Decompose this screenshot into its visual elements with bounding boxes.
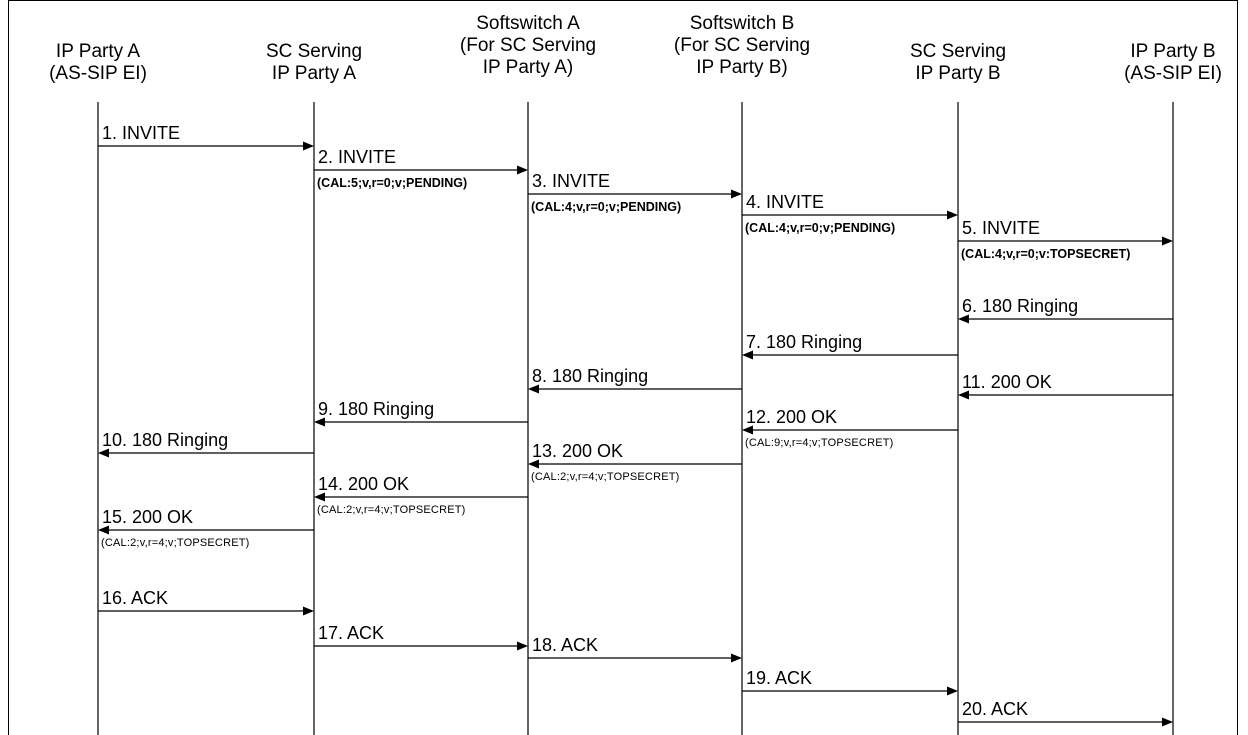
participant-label-line: IP Party B	[1130, 41, 1216, 62]
message-label: 14. 200 OK	[318, 474, 410, 494]
participant-swA	[418, 13, 638, 79]
message-label: 18. ACK	[532, 635, 599, 655]
arrowhead	[731, 190, 742, 199]
message-label: 19. ACK	[746, 668, 813, 688]
participant-swB	[632, 13, 852, 79]
message-parameters: (CAL:2;v,r=4;v;TOPSECRET)	[101, 537, 250, 549]
message-label: 1. INVITE	[102, 123, 181, 143]
participant-label-line: Softswitch B	[689, 13, 795, 34]
participant-label-line: (AS-SIP EI)	[1124, 63, 1222, 84]
participant-label-line: IP Party A	[271, 63, 357, 84]
arrowhead	[1162, 237, 1173, 246]
arrowhead	[1162, 718, 1173, 727]
message-label: 3. INVITE	[532, 171, 611, 191]
message-label: 4. INVITE	[746, 192, 825, 212]
message-label: 7. 180 Ringing	[746, 332, 863, 352]
message-label: 9. 180 Ringing	[318, 399, 435, 419]
message-parameters: (CAL:9;v,r=4;v;TOPSECRET)	[745, 437, 894, 449]
participant-scB	[848, 41, 1068, 85]
message-label: 5. INVITE	[962, 218, 1041, 238]
message-label: 16. ACK	[102, 588, 169, 608]
message-label: 2. INVITE	[318, 147, 397, 167]
message-label: 12. 200 OK	[746, 407, 838, 427]
arrowhead	[303, 607, 314, 616]
message-label: 11. 200 OK	[962, 372, 1052, 392]
message-parameters: (CAL:4;v,r=0;v;PENDING)	[745, 221, 896, 235]
sequence-diagram	[8, 0, 1238, 735]
message-label: 10. 180 Ringing	[102, 430, 229, 450]
message-parameters: (CAL:2;v,r=4;v;TOPSECRET)	[531, 471, 680, 483]
message-label: 15. 200 OK	[102, 507, 194, 527]
message-parameters: (CAL:2;v,r=4;v;TOPSECRET)	[317, 504, 466, 516]
message-label: 20. ACK	[962, 699, 1029, 719]
participant-ipa	[8, 41, 208, 85]
message-parameters: (CAL:4;v,r=0;v:TOPSECRET)	[961, 247, 1131, 261]
participant-label-line: IP Party B	[915, 63, 1001, 84]
participant-label-line: SC Serving	[909, 41, 1007, 62]
message-parameters: (CAL:4;v,r=0;v;PENDING)	[531, 200, 682, 214]
participant-scA	[204, 41, 424, 85]
participant-label-line: (AS-SIP EI)	[49, 63, 147, 84]
participant-label-line: Softswitch A	[476, 13, 580, 34]
arrowhead	[517, 166, 528, 175]
message-label: 17. ACK	[318, 623, 385, 643]
message-label: 13. 200 OK	[532, 441, 624, 461]
participant-label-line: IP Party A	[55, 41, 141, 62]
arrowhead	[517, 642, 528, 651]
participant-ipb	[1063, 41, 1238, 85]
arrowhead	[947, 687, 958, 696]
message-label: 8. 180 Ringing	[532, 366, 649, 386]
participant-label-line: (For SC Serving	[673, 35, 811, 56]
participant-label-line: (For SC Serving	[459, 35, 597, 56]
arrowhead	[947, 211, 958, 220]
participant-label-line: IP Party B)	[696, 57, 788, 78]
arrowhead	[731, 654, 742, 663]
arrowhead	[303, 142, 314, 151]
message-label: 6. 180 Ringing	[962, 296, 1079, 316]
participant-label-line: SC Serving	[265, 41, 363, 62]
participant-label-line: IP Party A)	[482, 57, 574, 78]
message-parameters: (CAL:5;v,r=0;v;PENDING)	[317, 176, 468, 190]
